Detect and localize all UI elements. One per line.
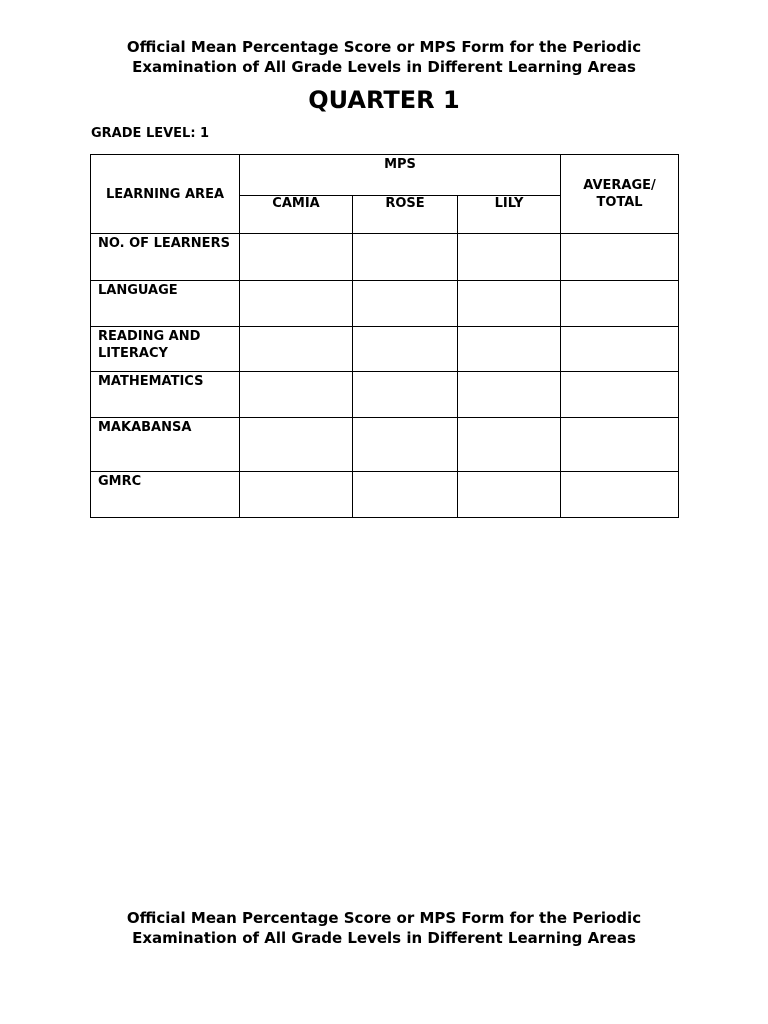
cell-camia[interactable] [240,418,353,472]
cell-camia[interactable] [240,372,353,418]
cell-lily[interactable] [458,418,561,472]
cell-camia[interactable] [240,327,353,372]
form-footer-line-1: Official Mean Percentage Score or MPS Form for the Periodic [126,909,642,927]
cell-average-total[interactable] [561,418,679,472]
form-footer-title [0,908,768,948]
mps-table [90,154,679,518]
average-total-header [561,155,679,234]
cell-average-total[interactable] [561,234,679,281]
cell-rose[interactable] [353,372,458,418]
cell-camia[interactable] [240,472,353,518]
grade-level-label: GRADE LEVEL: 1 [91,126,210,141]
row-label-makabansa: MAKABANSA [91,418,240,472]
form-title-line-1: Official Mean Percentage Score or MPS Form for the Periodic [126,38,642,56]
cell-camia[interactable] [240,234,353,281]
row-label-no-of-learners: NO. OF LEARNERS [91,234,240,281]
table-row [91,472,679,518]
mps-header: MPS [240,155,561,196]
table-row [91,418,679,472]
cell-lily[interactable] [458,472,561,518]
average-header-line-2: TOTAL [596,195,643,210]
row-label-gmrc: GMRC [91,472,240,518]
cell-lily[interactable] [458,372,561,418]
section-header-lily: LILY [458,196,561,234]
cell-camia[interactable] [240,281,353,327]
cell-rose[interactable] [353,418,458,472]
section-header-camia: CAMIA [240,196,353,234]
cell-average-total[interactable] [561,327,679,372]
learning-area-header: LEARNING AREA [91,155,240,234]
quarter-title: QUARTER 1 [308,86,460,114]
table-row [91,234,679,281]
cell-average-total[interactable] [561,281,679,327]
row-label-mathematics: MATHEMATICS [91,372,240,418]
cell-lily[interactable] [458,281,561,327]
cell-lily[interactable] [458,327,561,372]
row-label-language: LANGUAGE [91,281,240,327]
form-title-line-2: Examination of All Grade Levels in Different Learning Areas [132,58,636,76]
average-header-line-1: AVERAGE/ [583,178,656,193]
table-row [91,372,679,418]
cell-rose[interactable] [353,281,458,327]
row-label-reading-and-literacy: READING AND LITERACY [91,327,240,372]
cell-average-total[interactable] [561,372,679,418]
cell-average-total[interactable] [561,472,679,518]
cell-rose[interactable] [353,472,458,518]
form-footer-line-2: Examination of All Grade Levels in Different Learning Areas [132,929,636,947]
section-header-rose: ROSE [353,196,458,234]
table-row [91,327,679,372]
cell-rose[interactable] [353,327,458,372]
table-row [91,281,679,327]
cell-lily[interactable] [458,234,561,281]
cell-rose[interactable] [353,234,458,281]
form-title [0,37,768,77]
